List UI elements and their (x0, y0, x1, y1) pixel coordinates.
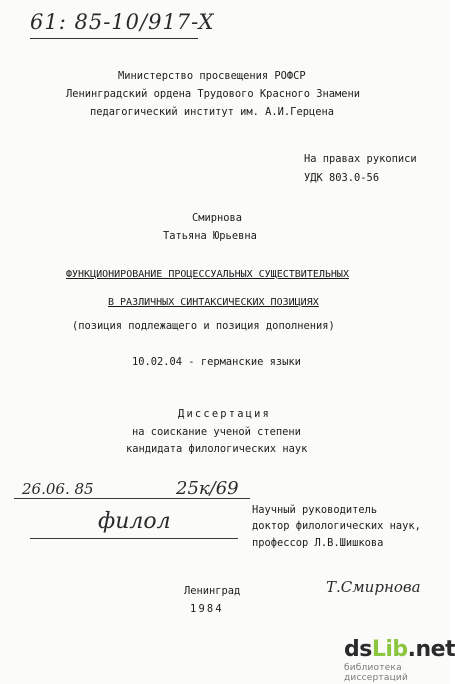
header-institute-name: Ленинградский ордена Трудового Красного Знамени (66, 88, 361, 100)
author-surname: Смирнова (192, 212, 243, 224)
advisor-degree: доктор филологических наук, (252, 520, 421, 532)
year: 1984 (190, 603, 224, 615)
specialty-code: 10.02.04 - германские языки (132, 356, 301, 368)
degree-field: кандидата филологических наук (126, 443, 308, 455)
dslib-logo: dsLib.net (344, 637, 455, 662)
dslib-caption: библиотека диссертаций (344, 663, 409, 683)
handwritten-archive-code: 61: 85-10/917-X (30, 10, 215, 34)
stamp-field-underline (30, 538, 238, 539)
thesis-title-line1: ФУНКЦИОНИРОВАНИЕ ПРОЦЕССУАЛЬНЫХ СУЩЕСТВИТЕЛЬНЫХ (66, 269, 349, 280)
rights-manuscript: На правах рукописи (304, 153, 417, 165)
degree-line: на соискание ученой степени (132, 426, 301, 438)
author-signature: Т.Смирнова (326, 578, 421, 596)
stamp-field: филол (98, 509, 171, 534)
dslib-watermark (344, 638, 455, 683)
city: Ленинград (184, 585, 241, 597)
header-institute-type: педагогический институт им. А.И.Герцена (90, 106, 334, 118)
stamp-number: 25к/69 (176, 478, 239, 499)
advisor-title: Научный руководитель (252, 504, 378, 516)
author-given-name: Татьяна Юрьевна (163, 230, 257, 242)
dissertation-label: Диссертация (178, 408, 272, 420)
thesis-subtitle: (позиция подлежащего и позиция дополнения) (72, 320, 335, 332)
header-ministry: Министерство просвещения РОФСР (118, 70, 306, 82)
code-underline (30, 38, 198, 39)
stamp-date: 26.06. 85 (22, 480, 94, 498)
thesis-title-line2: В РАЗЛИЧНЫХ СИНТАКСИЧЕСКИХ ПОЗИЦИЯХ (108, 297, 319, 308)
advisor-name: профессор Л.В.Шишкова (252, 537, 384, 549)
udc-code: УДК 803.0-56 (304, 172, 380, 184)
